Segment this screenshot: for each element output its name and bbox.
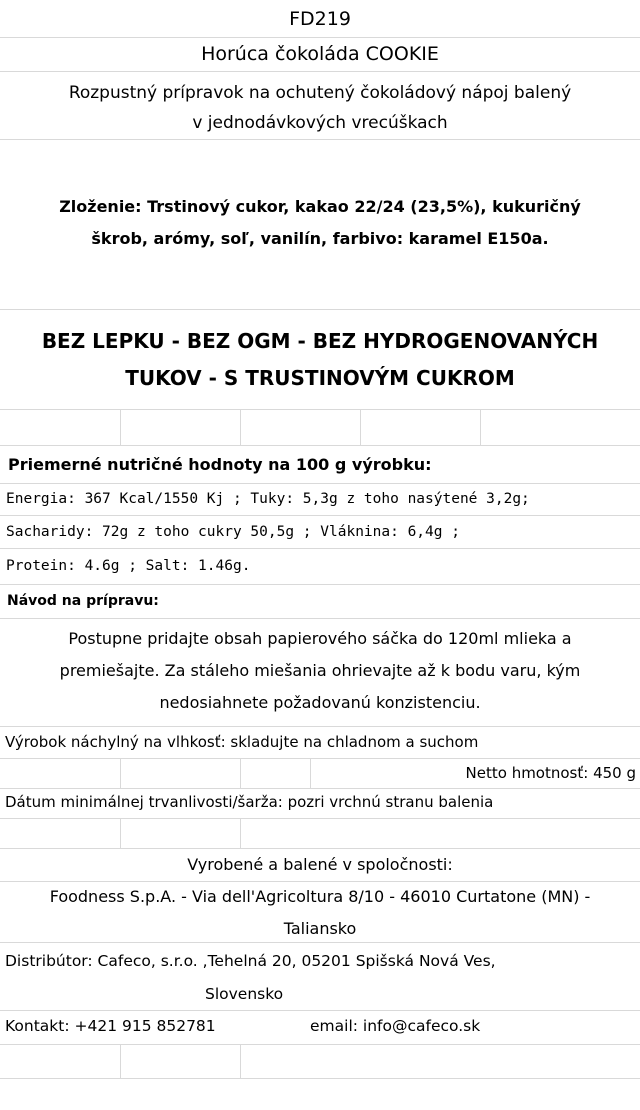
contact-phone: Kontakt: +421 915 852781 bbox=[5, 1017, 216, 1035]
preparation-line-3: nedosiahnete požadovanú konzistenciu. bbox=[159, 693, 481, 712]
producer-heading-row bbox=[0, 849, 640, 882]
ingredients-line-1: Zloženie: Trstinový cukor, kakao 22/24 (23,5%), kukuričný bbox=[59, 197, 581, 216]
producer-line-2: Taliansko bbox=[283, 919, 357, 938]
grid-line bbox=[240, 819, 241, 849]
nutrition-line-row bbox=[0, 484, 640, 516]
best-before-row bbox=[0, 789, 640, 819]
contact-email: email: info@cafeco.sk bbox=[310, 1017, 481, 1035]
empty-grid-row bbox=[0, 410, 640, 446]
grid-line bbox=[120, 819, 121, 849]
grid-line bbox=[240, 410, 241, 446]
grid-line bbox=[120, 759, 121, 789]
grid-line bbox=[120, 410, 121, 446]
empty-grid-row bbox=[0, 819, 640, 849]
grid-line bbox=[310, 759, 311, 789]
product-name-row bbox=[0, 38, 640, 72]
nutrition-line: Protein: 4.6g ; Salt: 1.46g. bbox=[6, 558, 251, 574]
producer-line-1: Foodness S.p.A. - Via dell'Agricoltura 8/10 - 46010 Curtatone (MN) - bbox=[49, 887, 591, 906]
product-name: Horúca čokoláda COOKIE bbox=[201, 43, 439, 65]
best-before-text: Dátum minimálnej trvanlivosti/šarža: pozri vrchnú stranu balenia bbox=[5, 793, 494, 811]
preparation-line-2: premiešajte. Za stáleho miešania ohrievajte až k bodu varu, kým bbox=[59, 661, 581, 680]
description-line-1: Rozpustný prípravok na ochutený čokoládový nápoj balený bbox=[68, 83, 572, 103]
nutrition-heading-row bbox=[0, 446, 640, 484]
preparation-line-1: Postupne pridajte obsah papierového sáčka do 120ml mlieka a bbox=[68, 629, 572, 648]
description-line-2: v jednodávkových vrecúškach bbox=[192, 113, 448, 133]
product-code: FD219 bbox=[289, 8, 351, 30]
ingredients-line-2: škrob, arómy, soľ, vanilín, farbivo: karamel E150a. bbox=[91, 229, 549, 248]
nutrition-heading: Priemerné nutričné hodnoty na 100 g výrobku: bbox=[8, 455, 432, 474]
preparation-heading-row bbox=[0, 585, 640, 619]
storage-row bbox=[0, 727, 640, 759]
nutrition-line-row bbox=[0, 549, 640, 585]
grid-line bbox=[240, 1045, 241, 1079]
contact-row bbox=[0, 1011, 640, 1045]
storage-text: Výrobok náchylný na vlhkosť: skladujte na chladnom a suchom bbox=[5, 733, 479, 751]
preparation-row bbox=[0, 619, 640, 727]
claims-line-2: TUKOV - S TRUSTINOVÝM CUKROM bbox=[125, 366, 515, 390]
net-weight-row bbox=[0, 759, 640, 789]
claims-row bbox=[0, 310, 640, 410]
nutrition-line: Sacharidy: 72g z toho cukry 50,5g ; Vláknina: 6,4g ; bbox=[6, 524, 460, 540]
grid-line bbox=[360, 410, 361, 446]
grid-line bbox=[120, 1045, 121, 1079]
grid-line bbox=[240, 759, 241, 789]
distributor-row bbox=[0, 943, 640, 1011]
ingredients-row bbox=[0, 140, 640, 310]
producer-heading: Vyrobené a balené v spoločnosti: bbox=[187, 855, 453, 874]
empty-grid-row bbox=[0, 1045, 640, 1079]
distributor-line-1: Distribútor: Cafeco, s.r.o. ,Tehelná 20, 05201 Spišská Nová Ves, bbox=[5, 952, 496, 970]
preparation-heading: Návod na prípravu: bbox=[7, 593, 159, 609]
producer-row bbox=[0, 882, 640, 943]
claims-line-1: BEZ LEPKU - BEZ OGM - BEZ HYDROGENOVANÝCH bbox=[41, 329, 599, 353]
grid-line bbox=[480, 410, 481, 446]
code-row bbox=[0, 0, 640, 38]
nutrition-line: Energia: 367 Kcal/1550 Kj ; Tuky: 5,3g z toho nasýtené 3,2g; bbox=[6, 491, 530, 507]
description-row bbox=[0, 72, 640, 140]
distributor-line-2: Slovensko bbox=[205, 985, 284, 1003]
nutrition-line-row bbox=[0, 516, 640, 549]
net-weight: Netto hmotnosť: 450 g bbox=[465, 764, 636, 782]
